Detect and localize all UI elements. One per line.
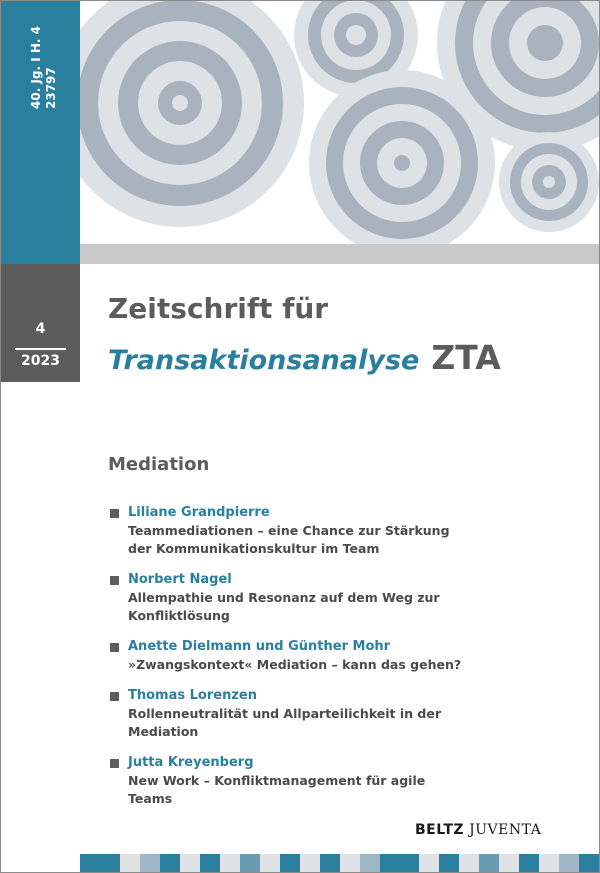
toc-article-title: New Work – Konfliktmanagement für agile <box>128 773 426 788</box>
toc-article-title: »Zwangskontext« Mediation – kann das gehen? <box>128 657 462 672</box>
toc-article-title-cont: Konfliktlösung <box>128 608 230 623</box>
bullet-square-icon <box>110 692 119 701</box>
target-circles-artwork <box>80 1 599 244</box>
toc-author: Liliane Grandpierre <box>128 505 270 520</box>
publisher-name-juventa: JUVENTA <box>469 822 542 838</box>
spine-volume: 40. Jg. I H. 4 <box>29 26 43 109</box>
toc-article-title-cont: Teams <box>128 791 173 806</box>
journal-title-main: Transaktionsanalyse <box>108 345 420 376</box>
toc-article-title-cont: der Kommunikationskultur im Team <box>128 541 380 556</box>
toc-entry <box>108 754 578 808</box>
toc-author: Jutta Kreyenberg <box>128 755 254 770</box>
issue-number: 4 <box>35 321 46 337</box>
table-of-contents <box>108 504 578 821</box>
toc-entry <box>108 638 578 674</box>
bullet-square-icon <box>110 643 119 652</box>
spine-issn: 23797 <box>44 67 58 109</box>
header-divider-bar <box>80 244 599 264</box>
journal-title-line2 <box>108 338 501 377</box>
issue-box <box>1 264 80 382</box>
bullet-square-icon <box>110 576 119 585</box>
toc-article-title: Allempathie und Resonanz auf dem Weg zur <box>128 590 440 605</box>
bullet-square-icon <box>110 759 119 768</box>
issue-year: 2023 <box>21 353 60 369</box>
toc-entry <box>108 571 578 625</box>
target-circle-small <box>499 132 599 232</box>
publisher-name-beltz: BELTZ <box>415 822 465 838</box>
toc-article-title: Teammediationen – eine Chance zur Stärkung <box>128 523 450 538</box>
toc-article-title: Rollenneutralität und Allparteilichkeit in der <box>128 706 442 721</box>
target-circle-large <box>80 1 304 227</box>
toc-entry <box>108 504 578 558</box>
color-stripe <box>80 854 599 872</box>
toc-author: Norbert Nagel <box>128 572 232 587</box>
toc-article-title-cont: Mediation <box>128 724 199 739</box>
issue-divider <box>15 348 66 350</box>
publisher-logo <box>415 819 541 838</box>
issue-theme: Mediation <box>108 454 210 475</box>
journal-abbreviation: ZTA <box>431 338 501 377</box>
toc-author: Thomas Lorenzen <box>128 688 257 703</box>
bullet-square-icon <box>110 509 119 518</box>
toc-author: Anette Dielmann und Günther Mohr <box>128 639 391 654</box>
journal-title-line1: Zeitschrift für <box>108 292 329 325</box>
toc-entry <box>108 687 578 741</box>
